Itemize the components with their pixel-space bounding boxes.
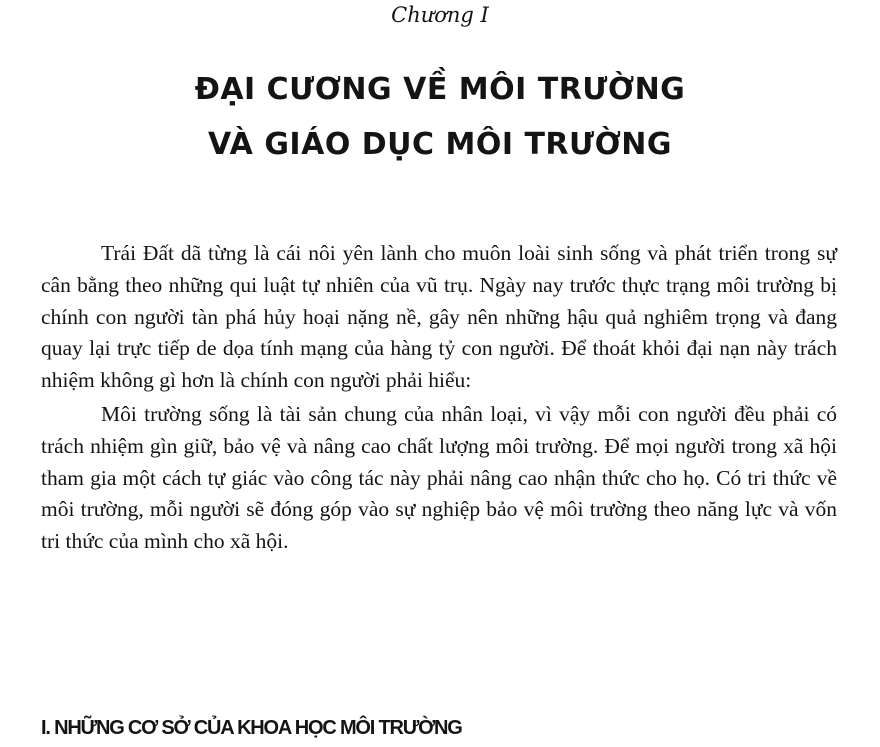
section-heading: I. NHỮNG CƠ SỞ CỦA KHOA HỌC MÔI TRƯỜNG <box>41 717 462 739</box>
chapter-title-line-1: ĐẠI CƯƠNG VỀ MÔI TRƯỜNG <box>194 72 686 107</box>
chapter-title-line-2: VÀ GIÁO DỤC MÔI TRƯỜNG <box>207 127 673 162</box>
chapter-label: Chương I <box>391 3 489 27</box>
paragraph-2: Môi trường sống là tài sản chung của nhân loại, vì vậy mỗi con người đều phải có trách nhiệm gìn giữ, bảo vệ và nâng cao chất lượng môi trường. Để mọi người trong xã hội tham gia một cách tự giác vào công tác này phải nâng cao nhận thức cho họ. Có tri thức về môi trường, mỗi người sẽ đóng góp vào sự nghiệp bảo vệ môi trường theo năng lực và vốn tri thức của mình cho xã hội. <box>41 401 837 554</box>
paragraph-1: Trái Đất dã từng là cái nôi yên lành cho muôn loài sinh sống và phát triển trong sự cân bằng theo những qui luật tự nhiên của vũ trụ. Ngày nay trước thực trạng môi trường bị chính con người tàn phá hủy hoại nặng nề, gây nên những hậu quả nghiêm trọng và đang quay lại trực tiếp de dọa tính mạng của hàng tỷ con người. Để thoát khỏi đại nạn này trách nhiệm không gì hơn là chính con người phải hiểu: <box>41 241 837 393</box>
body-text <box>41 238 837 558</box>
chapter-title <box>0 62 880 172</box>
